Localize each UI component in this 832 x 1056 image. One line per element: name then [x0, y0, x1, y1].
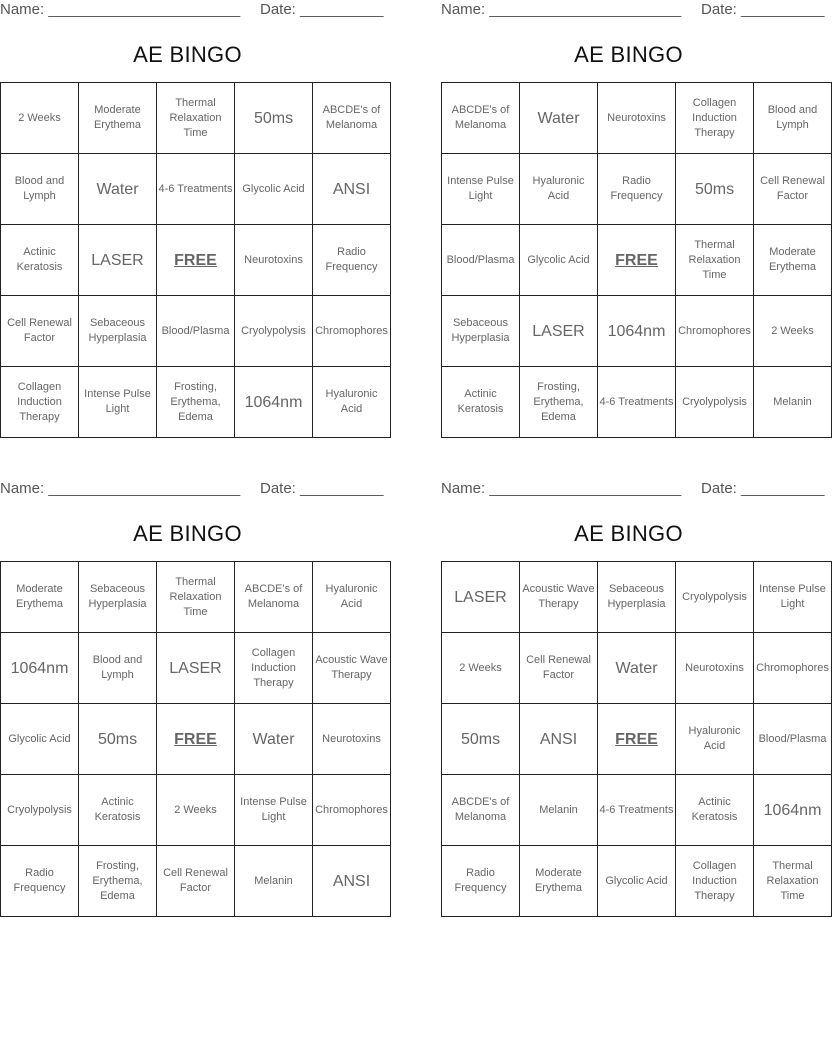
bingo-cell: Hyaluronic Acid [313, 562, 391, 633]
grid-row [442, 296, 832, 367]
bingo-cell: Collagen Induction Therapy [676, 83, 754, 154]
bingo-cell: Radio Frequency [313, 225, 391, 296]
bingo-cell: LASER [442, 562, 520, 633]
name-field: Name: _______________________ [0, 1, 241, 18]
bingo-cell: ANSI [313, 154, 391, 225]
bingo-cell: Chromophores [313, 775, 391, 846]
bingo-cell: Neurotoxins [313, 704, 391, 775]
bingo-grid [0, 561, 391, 917]
bingo-cell: Water [235, 704, 313, 775]
bingo-cell: Glycolic Acid [235, 154, 313, 225]
grid-row [1, 846, 391, 917]
bingo-cell: 1064nm [754, 775, 832, 846]
bingo-cell: LASER [520, 296, 598, 367]
grid-row [442, 154, 832, 225]
bingo-cell: Thermal Relaxation Time [157, 562, 235, 633]
bingo-card-1 [0, 0, 388, 432]
bingo-cell: Water [598, 633, 676, 704]
bingo-grid [0, 82, 391, 438]
bingo-cell: Sebaceous Hyperplasia [442, 296, 520, 367]
date-field: Date: __________ [260, 1, 384, 18]
bingo-cell: Intense Pulse Light [235, 775, 313, 846]
grid-row [1, 154, 391, 225]
bingo-cell: Cell Renewal Factor [754, 154, 832, 225]
card-title: AE BINGO [574, 521, 683, 546]
bingo-cell: Cryolypolysis [676, 367, 754, 438]
bingo-cell: Blood and Lymph [754, 83, 832, 154]
bingo-cell: Hyaluronic Acid [676, 704, 754, 775]
bingo-cell: 2 Weeks [1, 83, 79, 154]
bingo-cell: 2 Weeks [442, 633, 520, 704]
bingo-cell: Intense Pulse Light [442, 154, 520, 225]
grid-row [1, 704, 391, 775]
bingo-cell: 2 Weeks [754, 296, 832, 367]
bingo-cell: Actinic Keratosis [79, 775, 157, 846]
bingo-cell: Blood and Lymph [79, 633, 157, 704]
bingo-cell: 4-6 Treatments [157, 154, 235, 225]
bingo-cell: Thermal Relaxation Time [754, 846, 832, 917]
bingo-cell: 1064nm [598, 296, 676, 367]
date-field: Date: __________ [701, 1, 825, 18]
grid-row [442, 846, 832, 917]
grid-row [1, 367, 391, 438]
bingo-cell: Melanin [520, 775, 598, 846]
card-title: AE BINGO [133, 42, 242, 67]
bingo-cell: 1064nm [235, 367, 313, 438]
bingo-cell: Frosting, Erythema, Edema [157, 367, 235, 438]
grid-row [442, 225, 832, 296]
bingo-cell: ABCDE's of Melanoma [313, 83, 391, 154]
grid-row [1, 775, 391, 846]
grid-row [1, 225, 391, 296]
bingo-cell: Thermal Relaxation Time [157, 83, 235, 154]
bingo-cell: Radio Frequency [1, 846, 79, 917]
name-field: Name: _______________________ [441, 480, 682, 497]
card-title: AE BINGO [133, 521, 242, 546]
bingo-cell: Melanin [235, 846, 313, 917]
bingo-cell: Water [520, 83, 598, 154]
free-space: FREE [598, 704, 676, 775]
bingo-cell: Collagen Induction Therapy [676, 846, 754, 917]
bingo-cell: 2 Weeks [157, 775, 235, 846]
bingo-cell: Actinic Keratosis [1, 225, 79, 296]
bingo-cell: Blood/Plasma [754, 704, 832, 775]
bingo-cell: 50ms [442, 704, 520, 775]
bingo-cell: 1064nm [1, 633, 79, 704]
bingo-cell: Actinic Keratosis [676, 775, 754, 846]
bingo-cell: Glycolic Acid [598, 846, 676, 917]
grid-row [1, 562, 391, 633]
bingo-cell: ABCDE's of Melanoma [442, 83, 520, 154]
date-field: Date: __________ [701, 480, 825, 497]
bingo-cell: Neurotoxins [676, 633, 754, 704]
grid-row [1, 633, 391, 704]
bingo-cell: Chromophores [676, 296, 754, 367]
bingo-cell: 50ms [79, 704, 157, 775]
bingo-cell: Sebaceous Hyperplasia [79, 296, 157, 367]
bingo-cell: Cryolypolysis [676, 562, 754, 633]
bingo-cell: 4-6 Treatments [598, 367, 676, 438]
card-title: AE BINGO [574, 42, 683, 67]
name-field: Name: _______________________ [441, 1, 682, 18]
bingo-cell: Acoustic Wave Therapy [520, 562, 598, 633]
bingo-cell: Moderate Erythema [79, 83, 157, 154]
bingo-cell: ANSI [313, 846, 391, 917]
bingo-cell: Frosting, Erythema, Edema [520, 367, 598, 438]
bingo-cell: ANSI [520, 704, 598, 775]
bingo-cell: 50ms [676, 154, 754, 225]
grid-row [442, 367, 832, 438]
bingo-cell: Melanin [754, 367, 832, 438]
bingo-cell: Cryolypolysis [235, 296, 313, 367]
bingo-cell: Intense Pulse Light [79, 367, 157, 438]
bingo-cell: Neurotoxins [235, 225, 313, 296]
bingo-cell: Acoustic Wave Therapy [313, 633, 391, 704]
bingo-cell: Sebaceous Hyperplasia [598, 562, 676, 633]
grid-row [1, 83, 391, 154]
bingo-cell: Moderate Erythema [520, 846, 598, 917]
bingo-cell: Sebaceous Hyperplasia [79, 562, 157, 633]
bingo-card-2 [441, 0, 825, 432]
bingo-cell: Intense Pulse Light [754, 562, 832, 633]
bingo-cell: Neurotoxins [598, 83, 676, 154]
bingo-cell: Cryolypolysis [1, 775, 79, 846]
grid-row [442, 562, 832, 633]
grid-row [442, 633, 832, 704]
bingo-cell: Hyaluronic Acid [520, 154, 598, 225]
grid-row [1, 296, 391, 367]
bingo-cell: Collagen Induction Therapy [235, 633, 313, 704]
bingo-cell: Actinic Keratosis [442, 367, 520, 438]
bingo-cell: Collagen Induction Therapy [1, 367, 79, 438]
bingo-cell: Radio Frequency [442, 846, 520, 917]
bingo-cell: Moderate Erythema [1, 562, 79, 633]
grid-row [442, 704, 832, 775]
date-field: Date: __________ [260, 480, 384, 497]
bingo-cell: Hyaluronic Acid [313, 367, 391, 438]
bingo-cell: ABCDE's of Melanoma [442, 775, 520, 846]
bingo-cell: Moderate Erythema [754, 225, 832, 296]
bingo-cell: ABCDE's of Melanoma [235, 562, 313, 633]
bingo-cell: Glycolic Acid [520, 225, 598, 296]
bingo-cell: Radio Frequency [598, 154, 676, 225]
bingo-cell: Cell Renewal Factor [520, 633, 598, 704]
bingo-cell: Blood and Lymph [1, 154, 79, 225]
free-space: FREE [157, 704, 235, 775]
bingo-cell: Blood/Plasma [157, 296, 235, 367]
name-field: Name: _______________________ [0, 480, 241, 497]
bingo-cell: Chromophores [313, 296, 391, 367]
grid-row [442, 83, 832, 154]
free-space: FREE [157, 225, 235, 296]
bingo-cell: 4-6 Treatments [598, 775, 676, 846]
bingo-card-4 [441, 479, 829, 911]
bingo-cell: Chromophores [754, 633, 832, 704]
bingo-grid [441, 561, 832, 917]
bingo-cell: LASER [157, 633, 235, 704]
bingo-cell: Water [79, 154, 157, 225]
free-space: FREE [598, 225, 676, 296]
bingo-grid [441, 82, 832, 438]
bingo-cell: Blood/Plasma [442, 225, 520, 296]
bingo-cell: Cell Renewal Factor [1, 296, 79, 367]
grid-row [442, 775, 832, 846]
bingo-cell: Thermal Relaxation Time [676, 225, 754, 296]
bingo-cell: Frosting, Erythema, Edema [79, 846, 157, 917]
bingo-cell: 50ms [235, 83, 313, 154]
bingo-card-3 [0, 479, 388, 911]
bingo-cell: Cell Renewal Factor [157, 846, 235, 917]
bingo-cell: LASER [79, 225, 157, 296]
bingo-cell: Glycolic Acid [1, 704, 79, 775]
